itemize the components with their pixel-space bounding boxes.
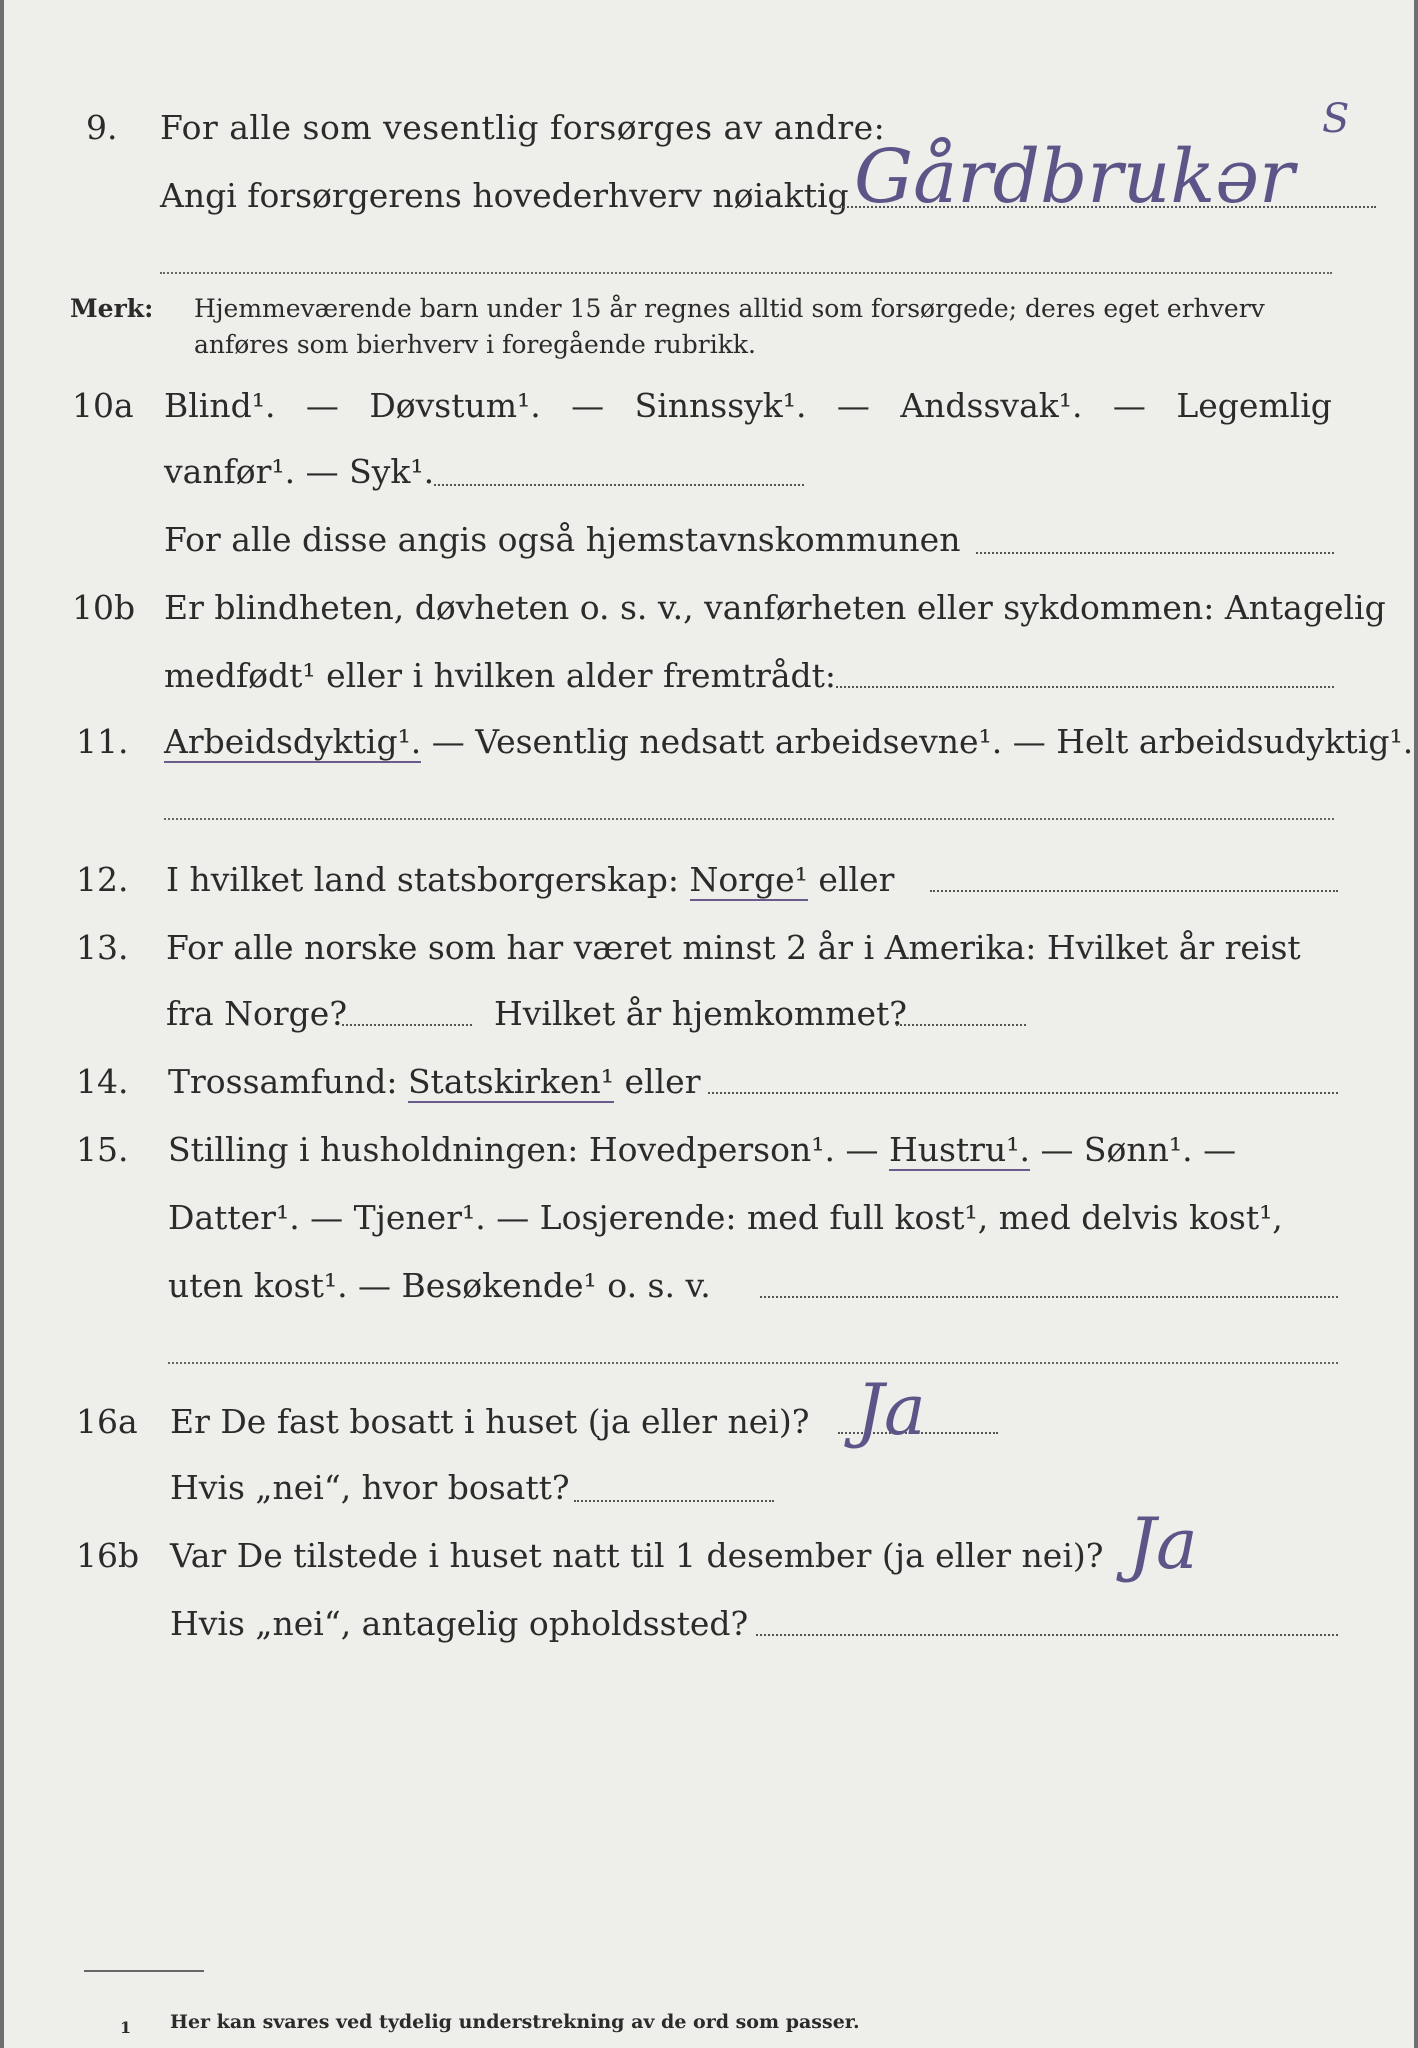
q10a-line1 — [164, 386, 1332, 426]
q16a-number: 16a — [76, 1402, 138, 1441]
q13-line2a: fra Norge? — [166, 994, 348, 1033]
q15-extra-line — [168, 1362, 1338, 1364]
q10a-dash: — — [305, 386, 339, 425]
q13-line1: For alle norske som har været minst 2 år i Amerika: Hvilket år reist — [166, 928, 1301, 967]
q15-hustru-underlined: Hustru¹. — [888, 1130, 1030, 1169]
q16b-number: 16b — [76, 1536, 140, 1575]
q11-arbeidsdyktig-underlined: Arbeidsdyktig¹. — [164, 722, 422, 761]
q16a-line2: Hvis „nei“, hvor bosatt? — [170, 1468, 570, 1507]
q10a-opt-andssvak: Andssvak¹. — [900, 386, 1083, 425]
q10a-number: 10a — [72, 386, 134, 425]
q13-number: 13. — [76, 928, 129, 967]
q9-number: 9. — [86, 108, 118, 147]
q15-fill-line — [760, 1296, 1338, 1298]
q9-handwritten-answer: Gårdbrukər — [854, 134, 1295, 220]
q11-number: 11. — [76, 722, 129, 761]
q11-line — [164, 722, 1413, 762]
q15-line1c: — Sønn¹. — — [1040, 1130, 1237, 1169]
q12-eller: eller — [818, 860, 895, 899]
separator-line — [160, 272, 1332, 274]
q9-handwritten-mark: S — [1322, 96, 1350, 142]
q16a-line1: Er De fast bosatt i huset (ja eller nei)? — [170, 1402, 810, 1441]
footnote-mark: 1 — [120, 2018, 132, 2037]
q10a-line2: vanfør¹. — Syk¹. — [164, 452, 435, 491]
q16a-handwritten-answer: Ja — [856, 1369, 926, 1451]
q14-eller: eller — [624, 1062, 701, 1101]
q16b-handwritten-answer: Ja — [1128, 1503, 1198, 1585]
q12-question: I hvilket land statsborgerskap: — [166, 860, 680, 899]
census-form-page — [4, 0, 1414, 2048]
q14-number: 14. — [76, 1062, 129, 1101]
q15-line1 — [168, 1130, 1236, 1170]
q13-reist-fill-line — [342, 1024, 472, 1026]
q14-line — [168, 1062, 700, 1102]
footnote-separator — [84, 1970, 204, 1972]
q11-fill-line — [164, 818, 1334, 820]
q10a-line3: For alle disse angis også hjemstavnskommunen — [164, 520, 961, 559]
q14-statskirken-underlined: Statskirken¹ — [407, 1062, 615, 1101]
merk-label: Merk: — [70, 294, 154, 323]
q16b-line1: Var De tilstede i huset natt til 1 desember (ja eller nei)? — [170, 1536, 1104, 1575]
q12-line — [166, 860, 894, 900]
q16a-bosatt-fill-line — [574, 1500, 774, 1502]
q10a-opt-dovstum: Døvstum¹. — [369, 386, 541, 425]
q10b-fill-line — [836, 686, 1334, 688]
q14-fill-line — [708, 1092, 1338, 1094]
q15-line1a: Stilling i husholdningen: Hovedperson¹. — — [168, 1130, 879, 1169]
q15-line3: uten kost¹. — Besøkende¹ o. s. v. — [168, 1266, 711, 1305]
q16b-line2: Hvis „nei“, antagelig opholdssted? — [170, 1604, 749, 1643]
q14-question: Trossamfund: — [168, 1062, 398, 1101]
q10a-hjemstavn-fill-line — [976, 552, 1334, 554]
q10b-line2: medfødt¹ eller i hvilken alder fremtrådt: — [164, 656, 837, 695]
q9-line1: For alle som vesentlig forsørges av andre: — [160, 108, 886, 147]
q10a-dash: — — [571, 386, 605, 425]
q16b-fill-line — [756, 1634, 1338, 1636]
q15-line2: Datter¹. — Tjener¹. — Losjerende: med full kost¹, med delvis kost¹, — [168, 1198, 1283, 1237]
q12-norge-underlined: Norge¹ — [689, 860, 808, 899]
q11-rest: — Vesentlig nedsatt arbeidsevne¹. — Helt arbeidsudyktig¹. — [421, 722, 1414, 761]
q10a-dash: — — [836, 386, 870, 425]
q10a-syk-fill-line — [434, 484, 804, 486]
merk-line1: Hjemmeværende barn under 15 år regnes alltid som forsørgede; deres eget erhverv — [194, 294, 1265, 323]
merk-line2: anføres som bierhverv i foregående rubrikk. — [194, 330, 756, 359]
q10a-opt-legemlig: Legemlig — [1176, 386, 1332, 425]
q10b-line1: Er blindheten, døvheten o. s. v., vanførheten eller sykdommen: Antagelig — [164, 588, 1386, 627]
q13-line2b: Hvilket år hjemkommet? — [494, 994, 907, 1033]
q9-line2: Angi forsørgerens hovederhverv nøiaktig — [160, 176, 849, 215]
q10b-number: 10b — [72, 588, 136, 627]
q10a-opt-blind: Blind¹. — [164, 386, 276, 425]
q10a-dash: — — [1112, 386, 1146, 425]
q15-number: 15. — [76, 1130, 129, 1169]
footnote-text: Her kan svares ved tydelig understrekning av de ord som passer. — [170, 2011, 860, 2033]
q12-fill-line — [930, 890, 1338, 892]
q13-hjemkommet-fill-line — [896, 1024, 1026, 1026]
q10a-opt-sinnssyk: Sinnssyk¹. — [634, 386, 807, 425]
q12-number: 12. — [76, 860, 129, 899]
